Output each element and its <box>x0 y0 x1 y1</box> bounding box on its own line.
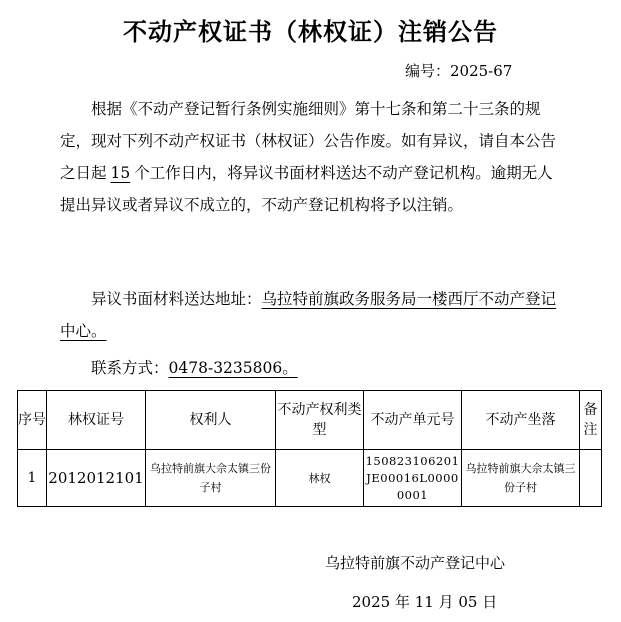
header-right-type: 不动产权利类型 <box>276 391 364 450</box>
cell-index: 1 <box>18 450 47 507</box>
issue-date: 2025 年 11 月 05 日 <box>352 593 498 611</box>
objection-days: 15 <box>110 164 131 182</box>
cell-right-type: 林权 <box>276 450 364 507</box>
address-value: 乌拉特前旗政务服务局一楼西厅不动产登记中心。 <box>60 290 557 340</box>
cell-location: 乌拉特前旗大佘太镇三份子村 <box>462 450 580 507</box>
notice-paragraph <box>60 93 560 221</box>
table-header-row <box>18 391 602 450</box>
issuing-organization: 乌拉特前旗不动产登记中心 <box>325 554 506 572</box>
cell-cert-no: 2012012101 <box>47 450 146 507</box>
header-cert-no: 林权证号 <box>47 391 146 450</box>
page-title: 不动产权证书（林权证）注销公告 <box>123 18 498 46</box>
contact-phone: 0478-3235806。 <box>168 359 298 377</box>
notice-text-after: 个工作日内，将异议书面材料送达不动产登记机构。逾期无人提出异议或者异议不成立的，不动产登记机构将予以注销。 <box>60 164 553 214</box>
table-row <box>18 450 602 507</box>
certificate-table <box>17 390 602 507</box>
header-unit-no: 不动产单元号 <box>364 391 462 450</box>
header-index: 序号 <box>18 391 47 450</box>
header-remark: 备注 <box>580 391 602 450</box>
address-paragraph <box>60 283 560 347</box>
contact-label: 联系方式： <box>91 359 169 377</box>
header-owner: 权利人 <box>146 391 276 450</box>
address-label: 异议书面材料送达地址： <box>91 290 262 308</box>
cell-owner: 乌拉特前旗大佘太镇三份子村 <box>146 450 276 507</box>
header-location: 不动产坐落 <box>462 391 580 450</box>
cell-unit-no: 150823106201JE00016L00000001 <box>364 450 462 507</box>
contact-paragraph <box>60 352 560 384</box>
document-number: 编号：2025-67 <box>405 62 513 80</box>
cell-remark <box>580 450 602 507</box>
notice-text-before: 根据《不动产登记暂行条例实施细则》第十七条和第二十三条的规定，现对下列不动产权证书（林权证）公告作废。如有异议，请自本公告之日起 <box>60 100 557 182</box>
